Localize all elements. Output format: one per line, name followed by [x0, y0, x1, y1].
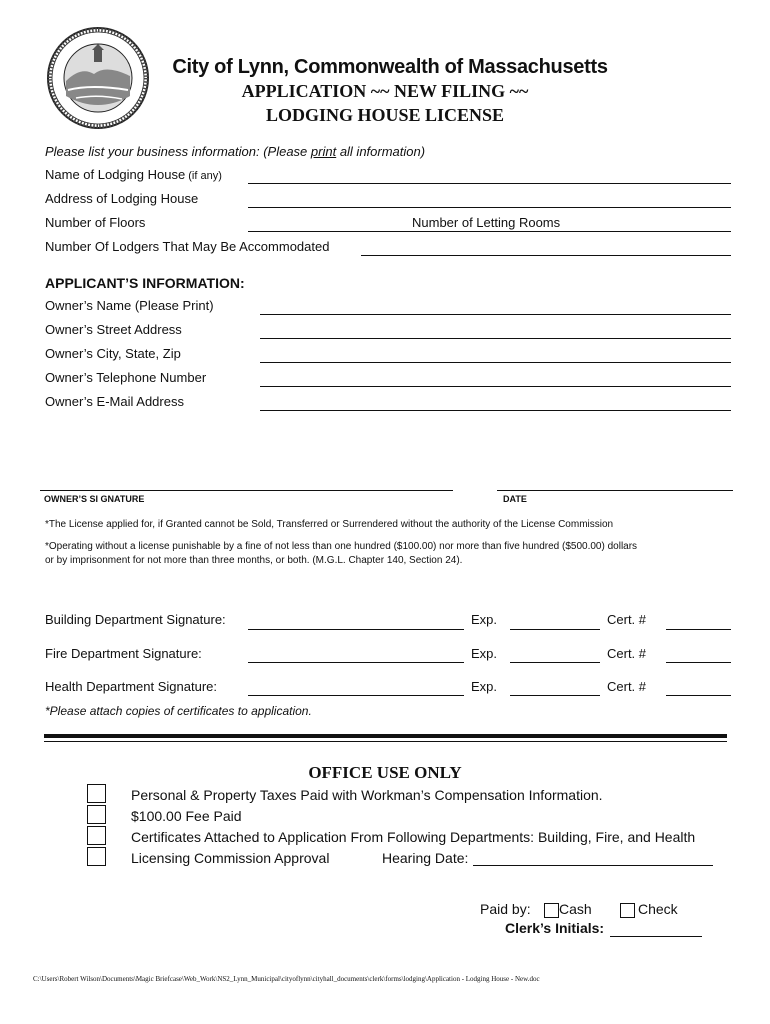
penalty-note-line2: or by imprisonment for not more than three months, or both. (M.G.L. Chapter 140, Section 24). [45, 555, 463, 566]
lodging-address-label: Address of Lodging House [45, 191, 199, 206]
certificates-attached-checkbox[interactable] [87, 826, 106, 845]
hearing-date-field[interactable] [473, 865, 713, 866]
attach-certificates-note: *Please attach copies of certificates to application. [45, 704, 312, 718]
owner-email-label: Owner’s E-Mail Address [45, 394, 184, 409]
city-title: City of Lynn, Commonwealth of Massachusetts [172, 56, 608, 78]
applicant-heading: APPLICANT’S INFORMATION: [45, 275, 245, 291]
file-path-footer: C:\Users\Robert Wilson\Documents\Magic Briefcase\Web_Work\NS2_Lynn_Municipal\cityoflynn\cityhall_documents\clerk\forms\lodging\Application - Lodging House - New.doc [33, 975, 540, 983]
owner-phone-label: Owner’s Telephone Number [45, 370, 207, 385]
license-transfer-note: *The License applied for, if Granted cannot be Sold, Transferred or Surrendered without the authority of the License Commission [45, 519, 614, 530]
owner-name-label: Owner’s Name (Please Print) [45, 298, 214, 313]
lodgers-field[interactable] [361, 255, 731, 256]
health-exp-field[interactable] [510, 695, 600, 696]
clerk-initials-field[interactable] [610, 936, 702, 937]
owner-signature-field[interactable] [40, 490, 453, 491]
check-checkbox[interactable] [620, 903, 635, 918]
fire-signature-label: Fire Department Signature: [45, 646, 202, 661]
lodging-name-label: Name of Lodging House (if any) [45, 167, 222, 182]
owner-phone-field[interactable] [260, 386, 731, 387]
building-exp-field[interactable] [510, 629, 600, 630]
form-subtitle-2: LODGING HOUSE LICENSE [265, 105, 505, 125]
commission-approval-checkbox[interactable] [87, 847, 106, 866]
clerk-initials-label: Clerk’s Initials: [505, 920, 605, 936]
hearing-date-label: Hearing Date: [382, 850, 469, 866]
certificates-attached-label: Certificates Attached to Application From Following Departments: Building, Fire, and Health [131, 829, 696, 845]
paid-by-label: Paid by: [480, 901, 531, 917]
cash-checkbox[interactable] [544, 903, 559, 918]
taxes-paid-label: Personal & Property Taxes Paid with Workman’s Compensation Information. [131, 787, 603, 803]
building-exp-label: Exp. [471, 612, 498, 627]
building-signature-label: Building Department Signature: [45, 612, 226, 627]
form-subtitle-1: APPLICATION ~~ NEW FILING ~~ [241, 81, 529, 101]
owner-signature-label: OWNER’S SI GNATURE [44, 494, 145, 504]
health-exp-label: Exp. [471, 679, 498, 694]
owner-street-field[interactable] [260, 338, 731, 339]
owner-street-label: Owner’s Street Address [45, 322, 182, 337]
business-intro: Please list your business information: (Please print all information) [45, 144, 426, 159]
health-cert-label: Cert. # [607, 679, 647, 694]
fire-exp-label: Exp. [471, 646, 498, 661]
letting-rooms-label: Number of Letting Rooms [412, 215, 561, 230]
city-seal [46, 26, 150, 130]
building-cert-label: Cert. # [607, 612, 647, 627]
floors-label: Number of Floors [45, 215, 146, 230]
owner-city-field[interactable] [260, 362, 731, 363]
lodgers-label: Number Of Lodgers That May Be Accommodated [45, 239, 330, 254]
fire-cert-field[interactable] [666, 662, 731, 663]
fee-paid-checkbox[interactable] [87, 805, 106, 824]
letting-rooms-field[interactable] [408, 231, 731, 232]
building-signature-field[interactable] [248, 629, 464, 630]
fire-exp-field[interactable] [510, 662, 600, 663]
owner-email-field[interactable] [260, 410, 731, 411]
building-cert-field[interactable] [666, 629, 731, 630]
owner-city-label: Owner’s City, State, Zip [45, 346, 181, 361]
owner-name-field[interactable] [260, 314, 731, 315]
lodging-address-field[interactable] [248, 207, 731, 208]
fee-paid-label: $100.00 Fee Paid [131, 808, 242, 824]
check-label: Check [638, 901, 678, 917]
commission-approval-label: Licensing Commission Approval [131, 850, 330, 866]
fire-cert-label: Cert. # [607, 646, 647, 661]
floors-field[interactable] [248, 231, 408, 232]
taxes-paid-checkbox[interactable] [87, 784, 106, 803]
signature-date-field[interactable] [497, 490, 733, 491]
signature-date-label: DATE [503, 494, 527, 504]
section-divider [44, 734, 727, 738]
cash-label: Cash [559, 901, 592, 917]
section-divider-thin [44, 741, 727, 742]
penalty-note-line1: *Operating without a license punishable by a fine of not less than one hundred ($100.00) nor more than five hundred ($500.00) dollars [45, 541, 638, 552]
fire-signature-field[interactable] [248, 662, 464, 663]
health-cert-field[interactable] [666, 695, 731, 696]
lodging-name-field[interactable] [248, 183, 731, 184]
health-signature-label: Health Department Signature: [45, 679, 217, 694]
office-use-heading: OFFICE USE ONLY [308, 763, 462, 782]
health-signature-field[interactable] [248, 695, 464, 696]
